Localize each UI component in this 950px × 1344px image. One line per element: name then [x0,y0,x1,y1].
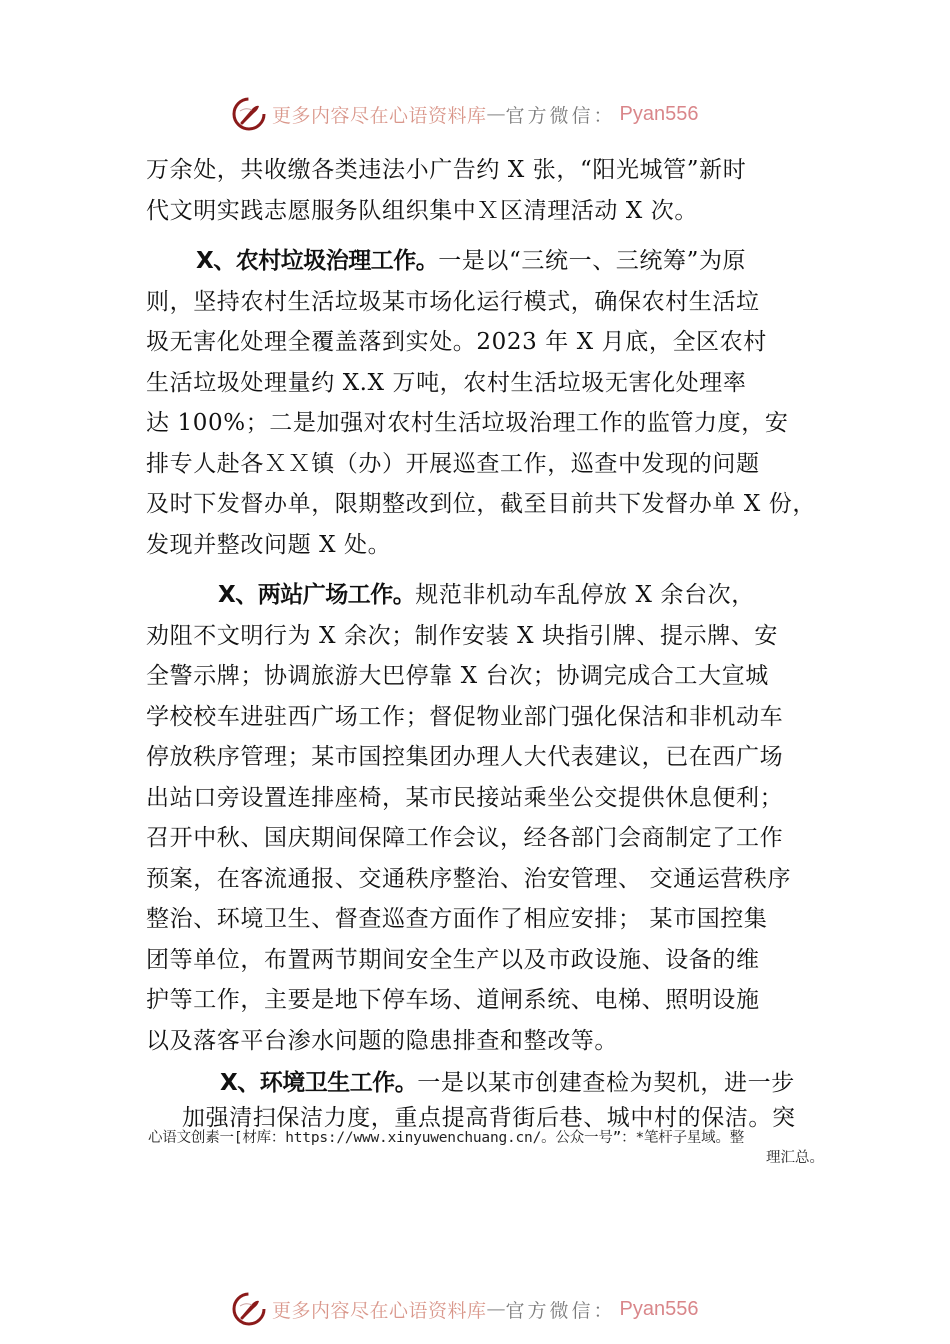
watermark-official-label: 官方微信： [505,1299,616,1322]
text-line: 整治、环境卫生、督查巡查方面作了相应安排； 某市国控集 [146,906,768,932]
watermark-dash: — [486,1298,506,1320]
paragraph-rural-garbage [146,241,826,565]
section-heading: X、农村垃圾治理工作。 [196,248,439,274]
section-heading: X、两站广场工作。 [218,582,416,608]
text-line: 则，坚持农村生活垃圾某市场化运行模式，确保农村生活垃 [146,288,760,315]
paragraph-station-square [146,575,826,1061]
watermark-dash: — [486,103,506,125]
text-line: 学校校车进驻西广场工作；督促物业部门强化保洁和非机动车 [146,703,784,730]
text-line: 全警示牌；协调旅游大巴停靠 X 台次；协调完成合工大宣城 [146,663,769,689]
paragraph-continuation [146,150,826,231]
text-line: 达 100%；二是加强对农村生活垃圾治理工作的监管力度，安 [146,410,789,436]
text-line: 发现并整改问题 X 处。 [146,531,392,558]
text-line: 排专人赴各ＸＸ镇（办）开展巡查工作，巡查中发现的问题 [146,450,760,477]
watermark-main-text: 更多内容尽在心语资料库 [272,1299,487,1322]
source-note-line: 心语文创素一[材库：https://www.xinyuwenchuang.cn/。公众一号”：*笔杆子星域。整 [148,1130,745,1146]
watermark-main-text: 更多内容尽在心语资料库 [272,104,487,127]
section-heading: X、环境卫生工作。 [220,1070,418,1096]
text-line: 召开中秋、国庆期间保障工作会议，经各部门会商制定了工作 [146,825,784,851]
text-line [146,241,826,282]
text-span: 一是以“三统一、三统筹”为原 [438,248,747,274]
text-line: 代文明实践志愿服务队组织集中Ｘ区清理活动 X 次。 [146,197,698,224]
text-line: 万余处，共收缴各类违法小广告约 X 张，“阳光城管”新时 [146,157,747,183]
text-line: 圾无害化处理全覆盖落到实处。2023 年 X 月底，全区农村 [146,329,767,355]
paragraph-sanitation [146,1065,826,1135]
text-line: 及时下发督办单，限期整改到位，截至目前共下发督办单 X 份， [146,491,816,517]
text-span: 一是以某市创建查检为契机，进一步 [417,1070,795,1096]
watermark-wechat-id: Pyan556 [619,102,699,125]
text-line: 加强清扫保洁力度，重点提高背街后巷、城中村的保洁。突 [182,1105,796,1131]
text-span: 规范非机动车乱停放 X 余台次， [415,582,755,608]
quill-pen-logo-icon [232,1292,266,1326]
text-line [146,575,826,616]
text-line: 生活垃圾处理量约 X.X 万吨，农村生活垃圾无害化处理率 [146,369,747,396]
document-body [146,150,826,1135]
footer-watermark [232,1291,699,1327]
text-line: 以及落客平台渗水问题的隐患排查和整改等。 [146,1027,618,1054]
header-watermark [232,96,699,132]
text-line: 劝阻不文明行为 X 余次；制作安装 X 块指引牌、提示牌、安 [146,622,778,649]
watermark-official-label: 官方微信： [505,104,616,127]
text-line [146,1065,826,1101]
text-line: 护等工作，主要是地下停车场、道闸系统、电梯、照明设施 [146,987,760,1013]
text-line: 团等单位，布置两节期间安全生产以及市政设施、设备的维 [146,946,760,973]
quill-pen-logo-icon [232,97,266,131]
source-note [148,1128,828,1168]
text-line: 出站口旁设置连排座椅，某市民接站乘坐公交提供休息便利； [146,784,784,811]
source-note-line: 理汇总。 [766,1150,824,1166]
watermark-wechat-id: Pyan556 [619,1297,699,1320]
text-line: 预案，在客流通报、交通秩序整治、治安管理、 交通运营秩序 [146,865,792,892]
text-line: 停放秩序管理；某市国控集团办理人大代表建议，已在西广场 [146,744,784,770]
